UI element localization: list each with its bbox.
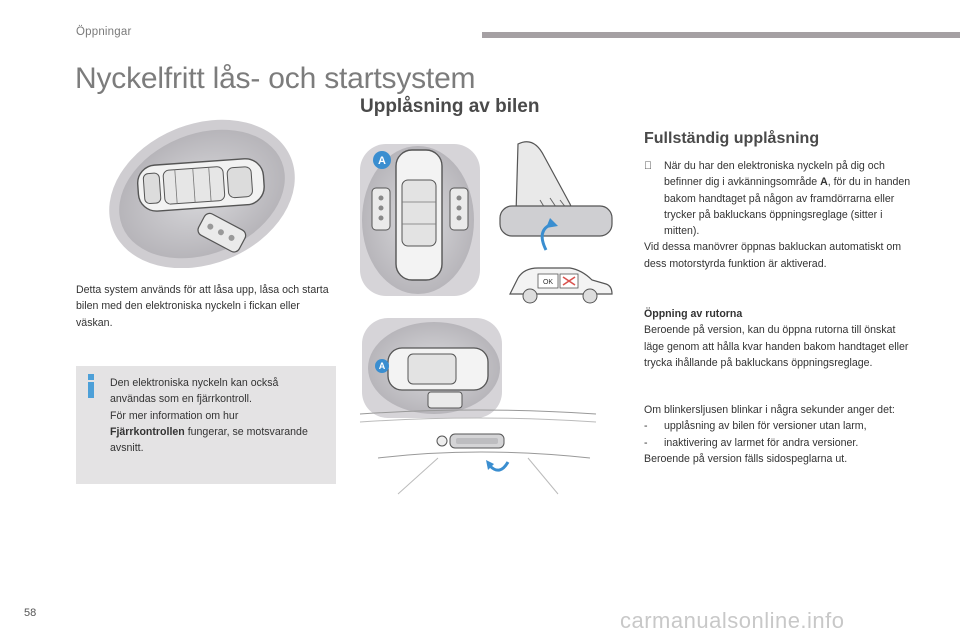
info-box	[76, 366, 336, 484]
blinker-section	[644, 402, 916, 467]
section-heading-full-unlock: Fullständig upplåsning	[644, 130, 820, 147]
bullet-block	[644, 158, 914, 272]
header-rule	[482, 32, 960, 38]
bullet-text-2: , för du in handen bakom handtaget på någon av framdörrarna eller trycker på bakluckans öppningsreglage (sitter i mitten).	[664, 176, 911, 238]
windows-title: Öppning av rutorna	[644, 308, 743, 320]
para-tailgate: Vid dessa manövrer öppnas bakluckan automatiskt om dess motorstyrda funktion är aktiverad.	[644, 241, 902, 270]
info-text	[110, 375, 326, 456]
intro-paragraph: Detta system används för att låsa upp, låsa och starta bilen med den elektroniska nyckeln i fickan eller väskan.	[76, 284, 329, 329]
page-number: 58	[24, 607, 37, 619]
info-line-1: Den elektroniska nyckeln kan också användas som en fjärrkontroll.	[110, 377, 279, 406]
zone-a-label-bottom: A	[378, 361, 386, 371]
list-dash: -	[644, 436, 648, 449]
ok-label: OK	[542, 279, 554, 286]
info-line-3: fungerar, se motsvarande avsnitt.	[110, 425, 308, 455]
sub-heading: Upplåsning av bilen	[360, 96, 540, 117]
bullet-item	[644, 158, 914, 239]
section-label: Öppningar	[76, 26, 132, 38]
list-item-text: upplåsning av bilen för versioner utan larm,	[664, 420, 867, 433]
blinker-intro: Om blinkersljusen blinkar i några sekunder anger det:	[644, 404, 895, 416]
zone-a-label: A	[378, 155, 386, 167]
windows-text: Beroende på version, kan du öppna rutorna till önskat läge genom att hålla kvar handen bakom handtaget eller trycka ihållande på bakluckans öppningsreglage.	[644, 324, 909, 369]
list-dash: -	[644, 420, 648, 433]
info-line-2: För mer information om hur	[110, 409, 239, 422]
list-item-text: inaktivering av larmet för andra versioner.	[664, 436, 859, 449]
info-bold-term: Fjärrkontrollen	[110, 425, 185, 438]
bullet-bold: A	[820, 176, 828, 189]
car-zone-illustration	[100, 116, 300, 268]
watermark: carmanualsonline.info	[620, 608, 845, 633]
list-item	[644, 435, 916, 451]
list-item	[644, 418, 916, 434]
final-text: Beroende på version fälls sidospeglarna ut.	[644, 452, 848, 465]
info-icon	[86, 374, 96, 398]
bullet-text-1: När du har den elektroniska nyckeln på dig och befinner dig i avkänningsområde	[664, 160, 885, 189]
bullet-arrow-icon	[644, 158, 652, 174]
tailgate-illustration	[358, 318, 598, 504]
windows-section	[644, 306, 916, 371]
unlock-handle-illustration	[358, 130, 622, 310]
page-title: Nyckelfritt lås- och startsystem	[75, 62, 476, 95]
